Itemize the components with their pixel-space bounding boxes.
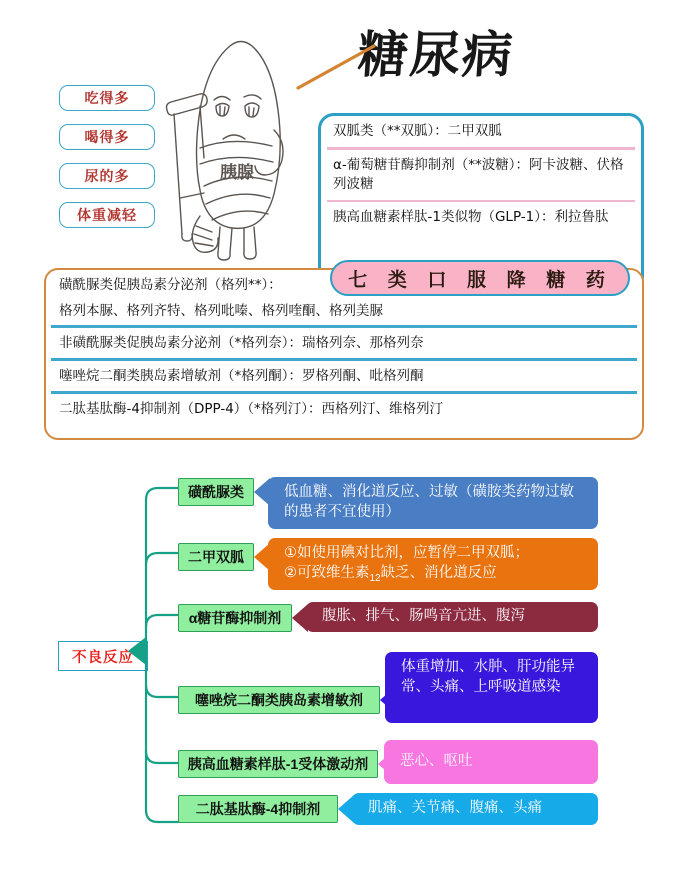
effect-text-line2 (284, 563, 588, 589)
seven-oral-drugs-banner (330, 260, 630, 296)
node-label: 噻唑烷二酮类胰岛素增敏剂 (195, 692, 363, 708)
mindmap-node-glp1-receptor-agonist[interactable] (178, 750, 378, 778)
node-label: 磺酰脲类 (188, 484, 244, 500)
mindmap-node-thiazolidinedione[interactable] (178, 686, 380, 714)
effect-line2-subscript: 12 (369, 572, 381, 584)
adverse-effect-glp1 (384, 740, 598, 784)
mindmap-node-sulfonylurea[interactable] (178, 478, 254, 506)
adverse-effect-thiazolidinedione (385, 652, 598, 723)
effect-text: 腹胀、排气、肠鸣音亢进、腹泻 (322, 608, 525, 624)
drug-class-row: 噻唑烷二酮类胰岛素增敏剂（*格列酮）：罗格列酮、吡格列酮 (59, 368, 424, 384)
drug-class-row: 非磺酰脲类促胰岛素分泌剂（*格列奈）：瑞格列奈、那格列奈 (59, 335, 424, 351)
effect-text: 恶心、呕吐 (400, 753, 473, 769)
symptom-label: 喝得多 (84, 129, 130, 145)
effect-text: 低血糖、消化道反应、过敏（磺胺类药物过敏的患者不宜使用） (284, 484, 574, 520)
drug-class-row: 磺酰脲类促胰岛素分泌剂（格列**）： (59, 277, 282, 293)
node-label: 二甲双胍 (188, 549, 244, 565)
symptom-label: 体重减轻 (77, 207, 137, 223)
adverse-effect-metformin (268, 538, 598, 590)
symptom-pill-1[interactable] (59, 85, 155, 111)
effect-line2-pre: ②可致维生素 (284, 565, 370, 581)
mindmap-node-dpp4-inhibitor[interactable] (178, 795, 338, 823)
mascot-label: 胰腺 (220, 163, 254, 183)
symptom-label: 吃得多 (84, 90, 130, 106)
pancreas-mascot-illustration (160, 38, 320, 263)
banner-label: 七 类 口 服 降 糖 药 (348, 268, 612, 291)
effect-text: 体重增加、水肿、肝功能异常、头痛、上呼吸道感染 (401, 659, 575, 695)
effect-text-line1: ①如使用碘对比剂，应暂停二甲双胍； (284, 545, 529, 561)
drug-class-row: 双胍类（**双胍）：二甲双胍 (333, 123, 502, 139)
drug-class-row: 胰高血糖素样肽-1类似物（GLP-1）：利拉鲁肽 (333, 209, 609, 225)
symptom-pill-2[interactable] (59, 124, 155, 150)
mindmap-node-metformin[interactable] (178, 543, 254, 571)
symptom-pill-3[interactable] (59, 163, 155, 189)
adverse-effect-dpp4 (352, 793, 598, 825)
node-label: 胰高血糖素样肽-1受体激动剂 (187, 756, 369, 772)
adverse-effect-sulfonylurea (268, 477, 598, 529)
drug-class-row: 格列本脲、格列齐特、格列吡嗪、格列喹酮、格列美脲 (59, 303, 383, 319)
symptom-pill-4[interactable] (59, 202, 155, 228)
effect-line2-post: 缺乏、消化道反应 (380, 565, 497, 581)
page-title: 糖尿病 (356, 25, 517, 84)
effect-text: 肌痛、关节痛、腹痛、头痛 (368, 800, 542, 816)
mindmap-node-alpha-glucosidase-inhibitor[interactable] (178, 604, 292, 632)
root-label: 不良反应 (72, 649, 134, 666)
node-label: α糖苷酶抑制剂 (188, 610, 282, 626)
drug-class-row: α-葡萄糖苷酶抑制剂（**波糖）：阿卡波糖、伏格列波糖 (333, 156, 624, 192)
drug-class-row: 二肽基肽酶-4抑制剂（DPP-4）（*格列汀）：西格列汀、维格列汀 (59, 401, 444, 417)
node-label: 二肽基肽酶-4抑制剂 (195, 801, 321, 817)
symptom-label: 尿的多 (84, 168, 130, 184)
adverse-effect-alpha-glucosidase (306, 602, 598, 632)
